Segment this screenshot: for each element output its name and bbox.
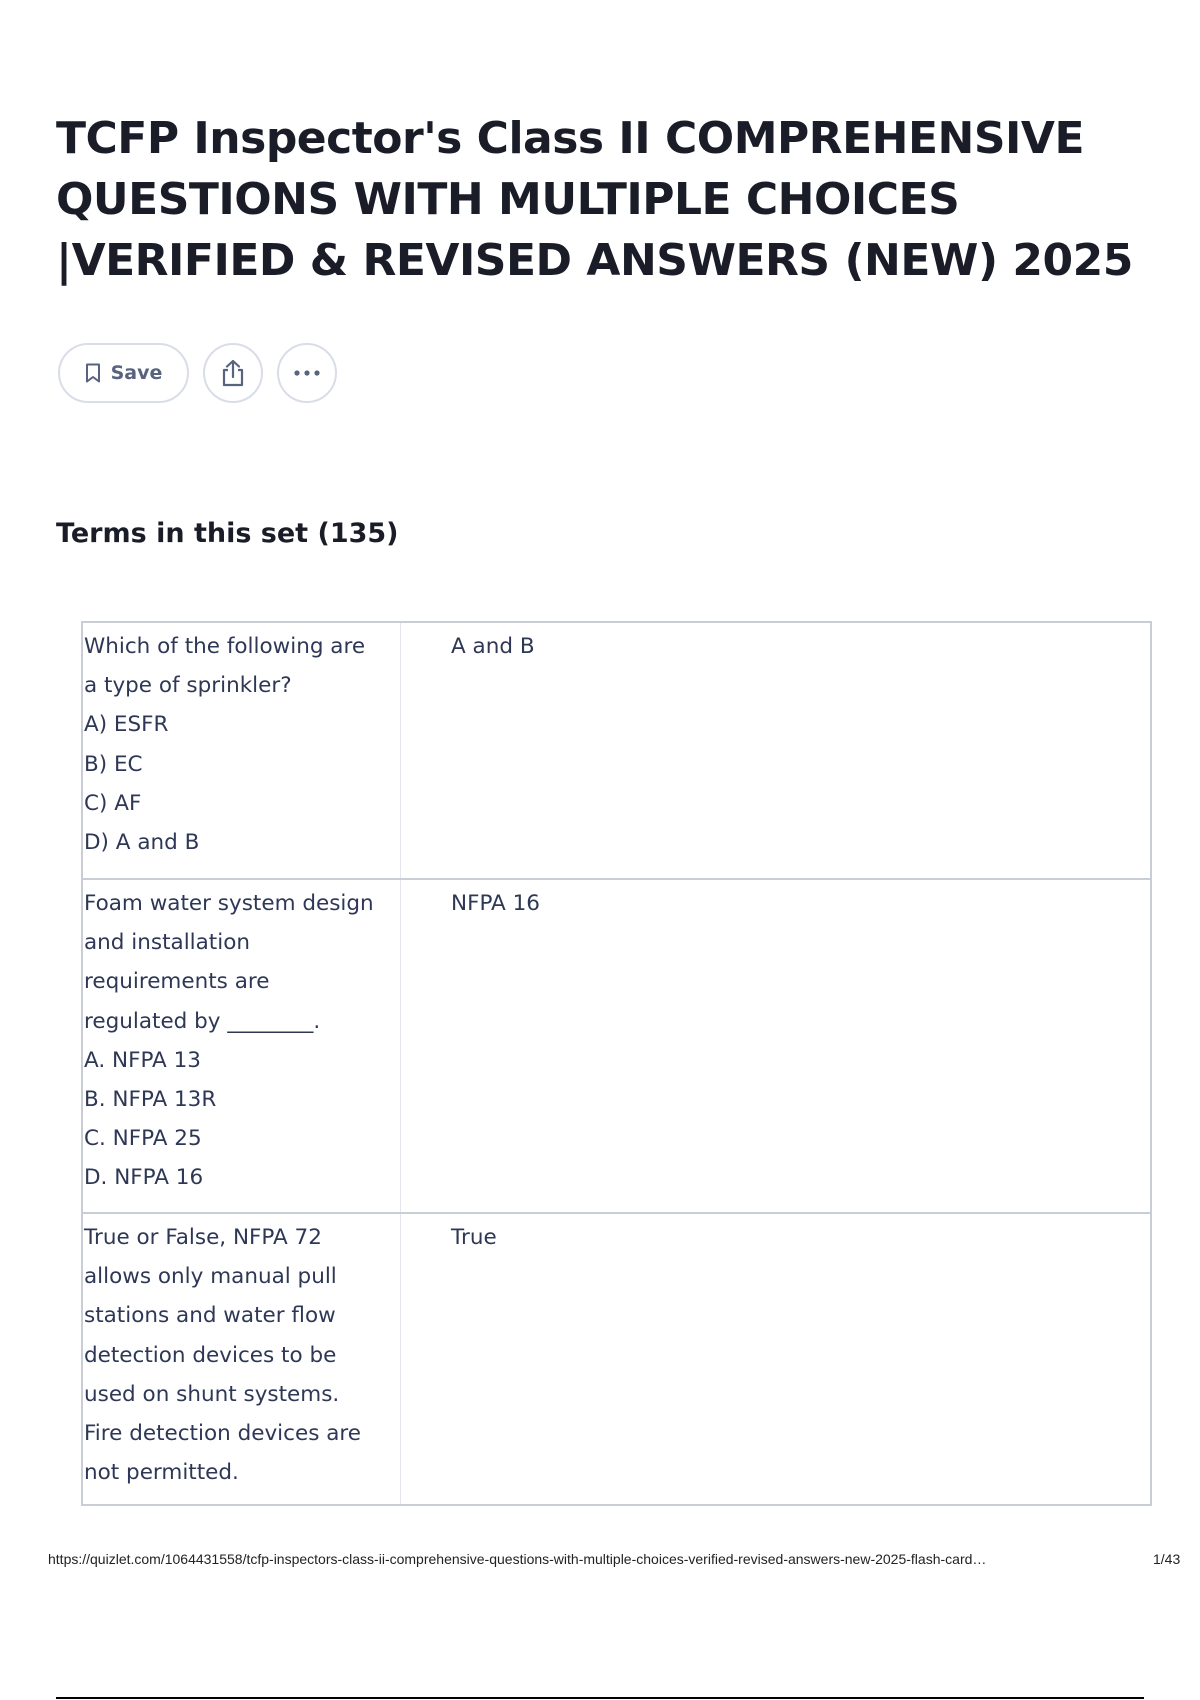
term-row xyxy=(83,623,1150,878)
page-number: 1/43 xyxy=(1153,1551,1181,1567)
bookmark-icon xyxy=(85,363,101,383)
term-row xyxy=(83,1212,1150,1504)
definition-text: NFPA 16 xyxy=(451,891,540,916)
share-icon xyxy=(220,359,246,387)
term-row xyxy=(83,878,1150,1212)
terms-heading: Terms in this set (135) xyxy=(56,518,399,549)
more-horizontal-icon xyxy=(293,369,321,377)
page-title: TCFP Inspector's Class II COMPREHENSIVE QUESTIONS WITH MULTIPLE CHOICES |VERIFIED & REVISED ANSWERS (NEW) 2025 xyxy=(56,113,1133,286)
definition-text: A and B xyxy=(451,634,535,659)
action-bar xyxy=(58,343,337,403)
save-button[interactable] xyxy=(58,343,189,403)
print-url: https://quizlet.com/1064431558/tcfp-inspectors-class-ii-comprehensive-questions-with-multiple-choices-verified-revised-answers-new-2025-flash-card… xyxy=(48,1551,987,1567)
term-text: True or False, NFPA 72 allows only manual pull stations and water flow detection devices to be used on shunt systems. Fire detection devices are not permitted. xyxy=(83,1214,401,1504)
term-text: Which of the following are a type of sprinkler? A) ESFR B) EC C) AF D) A and B xyxy=(83,623,401,878)
term-text: Foam water system design and installation requirements are regulated by ________. A. NFPA 13 B. NFPA 13R C. NFPA 25 D. NFPA 16 xyxy=(83,880,401,1212)
more-options-button[interactable] xyxy=(277,343,337,403)
definition-text: True xyxy=(451,1225,497,1250)
page-divider xyxy=(56,1697,1144,1699)
share-button[interactable] xyxy=(203,343,263,403)
save-label: Save xyxy=(110,362,163,384)
terms-table xyxy=(81,621,1152,1506)
